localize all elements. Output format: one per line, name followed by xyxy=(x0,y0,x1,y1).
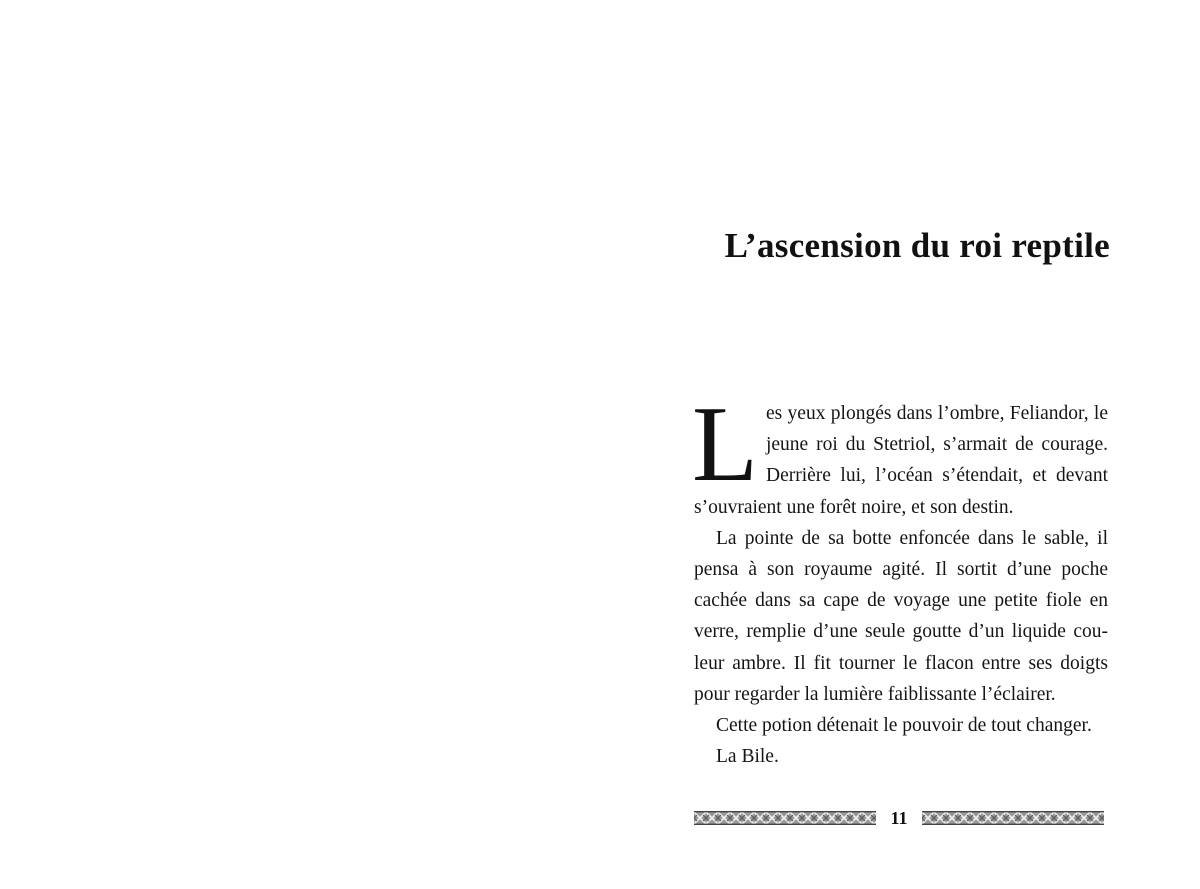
paragraph: La Bile. xyxy=(716,746,779,768)
drop-cap: L xyxy=(692,385,758,504)
page-footer xyxy=(694,808,1104,830)
braided-rope-ornament-icon xyxy=(694,810,876,826)
paragraph: Cette potion détenait le pouvoir de tout changer. xyxy=(716,715,1092,737)
page-number: 11 xyxy=(890,808,908,828)
braided-rope-ornament-icon xyxy=(922,810,1104,826)
first-paragraph xyxy=(692,385,1108,523)
paragraph: La pointe de sa botte enfoncée dans le sable, il pensa à son royaume agité. Il sortit d’une poche cachée dans sa cape de voyage une petite fiole en verre, remplie d’une seule goutte d’un liquide couleur ambre. Il fit tourner le flacon entre ses doigts pour regarder la lumière faiblissante l’éclairer. xyxy=(694,527,1108,705)
first-paragraph-text: es yeux plongés dans l’ombre, Feliandor, le jeune roi du Stetriol, s’armait de courage. Derrière lui, l’océan s’étendait, et devant s’ouvraient une forêt noire, et son destin. xyxy=(694,403,1108,518)
chapter-body xyxy=(692,385,1108,772)
right-page xyxy=(600,0,1200,889)
chapter-title: L’ascension du roi reptile xyxy=(724,226,1110,265)
